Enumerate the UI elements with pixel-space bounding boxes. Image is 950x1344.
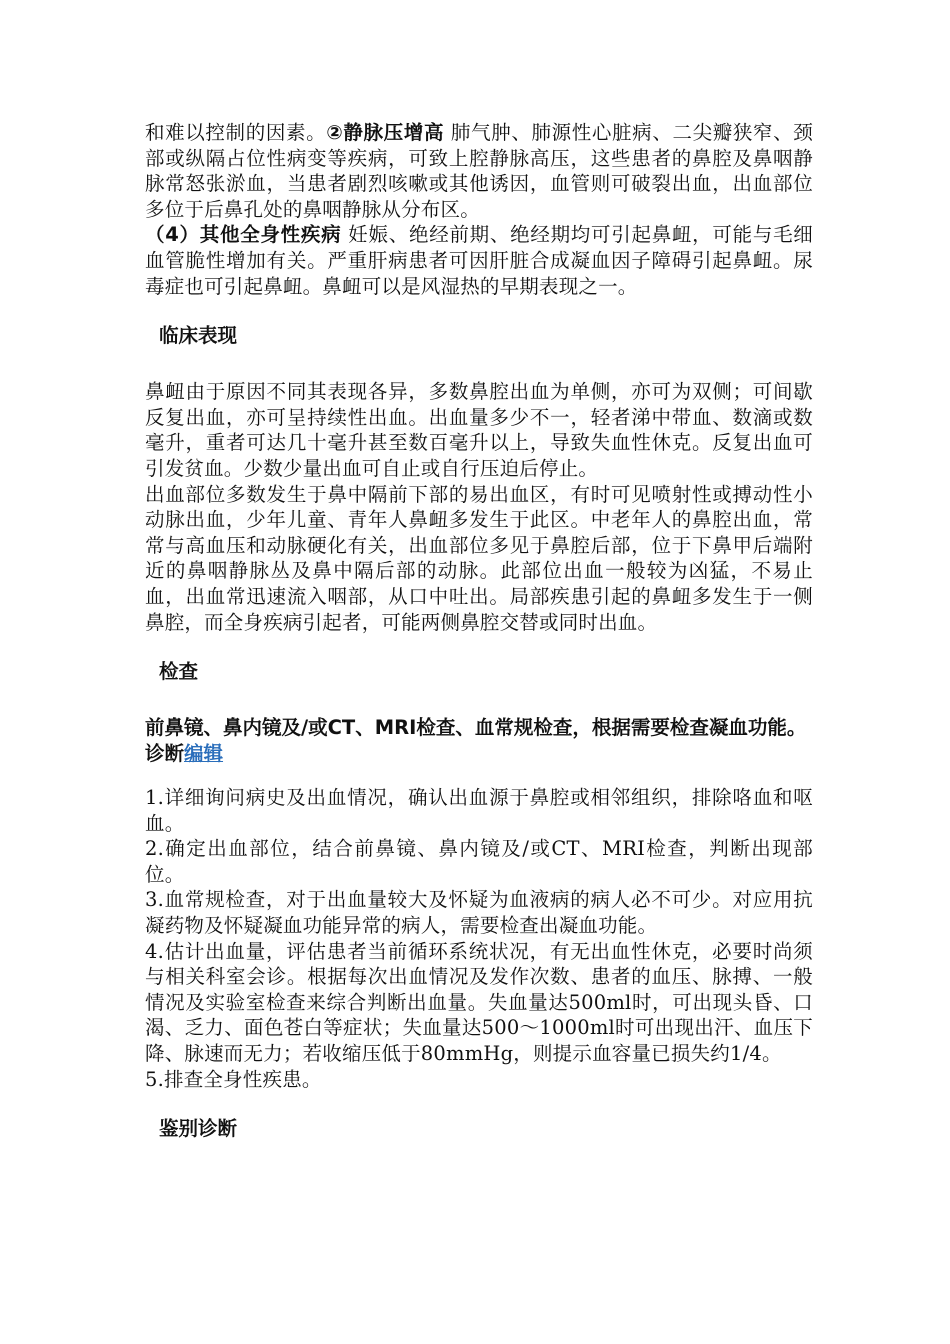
systemic-disease-text: 妊娠、绝经前期、绝经期均可引起鼻衄，可能与毛细血管脆性增加有关。严重肝病患者可因肝脏合成凝血因子障碍引起鼻衄。尿毒症也可引起鼻衄。鼻衄可以是风湿热的早期表现之一。 — [145, 223, 814, 298]
heading-clinical: 临床表现 — [159, 324, 238, 348]
venous-pressure-term: ②静脉压增高 — [326, 121, 445, 144]
clinical-paragraph-1: 鼻衄由于原因不同其表现各异，多数鼻腔出血为单侧，亦可为双侧；可间歇反复出血，亦可呈持续性出血。出血量多少不一，轻者涕中带血、数滴或数毫升，重者可达几十毫升甚至数百毫升以上，导致失血性休克。反复出血可引发贫血。少数少量出血可自止或自行压迫后停止。 — [145, 380, 813, 480]
intro-paragraph-1 — [145, 120, 813, 222]
document-page — [145, 120, 813, 1142]
diagnosis-item-3: 3.血常规检查，对于出血量较大及怀疑为血液病的病人必不可少。对应用抗凝药物及怀疑凝血功能异常的病人，需要检查出凝血功能。 — [145, 888, 813, 938]
diagnosis-item-1: 1.详细询问病史及出血情况，确认出血源于鼻腔或相邻组织，排除咯血和呕血。 — [145, 786, 813, 835]
diagnosis-item-2: 2.确定出血部位，结合前鼻镜、鼻内镜及/或CT、MRI检查，判断出现部位。 — [145, 837, 813, 886]
diagnosis-item-4: 4.估计出血量，评估患者当前循环系统状况，有无出血性休克，必要时尚须与相关科室会诊。根据每次出血情况及发作次数、患者的血压、脉搏、一般情况及实验室检查来综合判断出血量。失血量达500ml时，可出现头昏、口渴、乏力、面色苍白等症状；失血量达500～1000ml时可出现出汗、血压下降、脉速而无力；若收缩压低于80mmHg，则提示血容量已损失约1/4。 — [145, 939, 813, 1066]
intro-paragraph-2 — [145, 222, 813, 299]
heading-exam: 检查 — [159, 660, 199, 684]
diagnosis-item-5: 5.排查全身性疾患。 — [145, 1067, 322, 1091]
edit-link[interactable]: 编辑 — [184, 742, 224, 766]
systemic-disease-term: （4）其他全身性疾病 — [145, 223, 342, 247]
heading-differential: 鉴别诊断 — [159, 1117, 238, 1141]
intro-text: 和难以控制的因素。 — [145, 121, 327, 144]
intro-rest: 肺气肿、肺源性心脏病、二尖瓣狭窄、颈部或纵隔占位性病变等疾病，可致上腔静脉高压，这些患者的鼻腔及鼻咽静脉常怒张淤血，当患者剧烈咳嗽或其他诱因，血管则可破裂出血，出血部位多位于后鼻孔处的鼻咽静脉从分布区。 — [145, 121, 813, 221]
exam-text: 前鼻镜、鼻内镜及/或CT、MRI检查、血常规检查，根据需要检查凝血功能。诊断 — [145, 716, 807, 766]
clinical-paragraph-2: 出血部位多数发生于鼻中隔前下部的易出血区，有时可见喷射性或搏动性小动脉出血，少年儿童、青年人鼻衄多发生于此区。中老年人的鼻腔出血，常常与高血压和动脉硬化有关，出血部位多见于鼻腔后部，位于下鼻甲后端附近的鼻咽静脉丛及鼻中隔后部的动脉。此部位出血一般较为凶猛，不易止血，出血常迅速流入咽部，从口中吐出。局部疾患引起的鼻衄多发生于一侧鼻腔，而全身疾病引起者，可能两侧鼻腔交替或同时出血。 — [145, 482, 813, 634]
exam-paragraph — [145, 715, 813, 767]
